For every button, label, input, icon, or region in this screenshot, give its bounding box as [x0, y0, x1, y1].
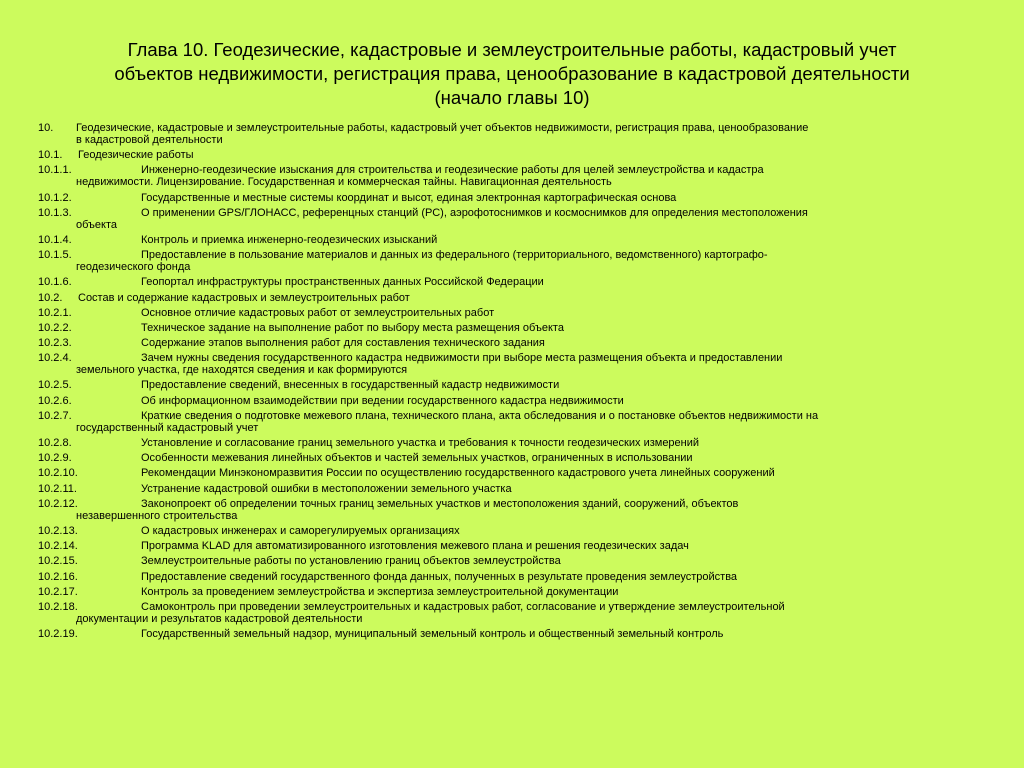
- toc-entry-number: 10.2.14.: [38, 540, 78, 553]
- toc-entry: [38, 498, 988, 522]
- toc-entry-text: незавершенного строительства: [76, 509, 238, 522]
- toc-entry-text: Устранение кадастровой ошибки в местоположении земельного участка: [141, 482, 512, 495]
- toc-entry-text: геодезического фонда: [76, 261, 191, 274]
- toc-entry: [38, 452, 988, 464]
- toc-entry-text: Самоконтроль при проведении землеустроительных и кадастровых работ, согласование и утверждение землеустроительной: [141, 600, 785, 613]
- toc-entry-text: Предоставление сведений, внесенных в государственный кадастр недвижимости: [141, 379, 560, 392]
- toc-entry: [38, 149, 988, 161]
- toc-entry-text: государственный кадастровый учет: [76, 421, 259, 434]
- title-line: Глава 10. Геодезические, кадастровые и землеустроительные работы, кадастровый учет: [127, 39, 897, 60]
- toc-entry-number: 10.2.1.: [38, 306, 72, 319]
- toc-entry-text: Особенности межевания линейных объектов и частей земельных участков, ограниченных в использовании: [141, 452, 693, 465]
- toc-entry-number: 10.2.5.: [38, 379, 72, 392]
- toc-entry-number: 10.2.12.: [38, 497, 78, 510]
- toc-entry: [38, 395, 988, 407]
- toc-entry-text: Установление и согласование границ земельного участка и требования к точности геодезических измерений: [141, 437, 700, 449]
- toc-entry-number: 10.2.6.: [38, 394, 72, 407]
- toc-entry-text: Геопортал инфраструктуры пространственных данных Российской Федерации: [141, 276, 544, 289]
- toc-entry-text: О кадастровых инженерах и саморегулируемых организациях: [141, 524, 460, 537]
- toc-entry: [38, 379, 988, 391]
- toc-entry: [38, 352, 988, 376]
- toc-entry-number: 10.2.15.: [38, 555, 78, 568]
- toc-entry-number: 10.2.9.: [38, 452, 72, 465]
- toc-entry-text: Рекомендации Минэкономразвития России по осуществлению государственного кадастрового учета линейных сооружений: [141, 467, 775, 480]
- toc-entry-text: Контроль за проведением землеустройства и экспертиза землеустроительной документации: [141, 585, 619, 598]
- toc-entry: [38, 249, 988, 273]
- toc-entry-text: О применении GPS/ГЛОНАСС, референцных станций (РС), аэрофотоснимков и космоснимков для определения местоположения: [141, 206, 808, 219]
- toc-entry-text: объекта: [76, 218, 118, 231]
- toc-entry: [38, 207, 988, 231]
- toc-entry: [38, 483, 988, 495]
- toc-entry: [38, 164, 988, 188]
- toc-entry-text: Зачем нужны сведения государственного кадастра недвижимости при выборе места размещения объекта и предоставлении: [141, 352, 783, 365]
- toc-entry-text: Об информационном взаимодействии при ведении государственного кадастра недвижимости: [141, 394, 624, 407]
- toc-entry: [38, 601, 988, 625]
- toc-entry: [38, 555, 988, 567]
- toc-entry-number: 10.1.2.: [38, 191, 72, 204]
- toc-entry-number: 10.1.3.: [38, 206, 72, 219]
- toc-entry-number: 10.: [38, 122, 54, 134]
- toc-entry-number: 10.2.18.: [38, 600, 78, 613]
- toc-entry-number: 10.2.11.: [38, 482, 77, 495]
- toc-entry-number: 10.1.: [38, 149, 63, 162]
- toc-entry-text: Государственный земельный надзор, муниципальный земельный контроль и общественный земельный контроль: [141, 628, 724, 641]
- toc-entry: [38, 571, 988, 583]
- toc-entry-text: Инженерно-геодезические изыскания для строительства и геодезические работы для целей землеустройства и кадастра: [141, 164, 764, 177]
- toc-entry: [38, 322, 988, 334]
- toc-entry: [38, 234, 988, 246]
- toc-entry-number: 10.2.16.: [38, 570, 78, 583]
- toc-entry-text: в кадастровой деятельности: [76, 134, 223, 146]
- chapter-title: [40, 38, 984, 110]
- toc-entry-text: Состав и содержание кадастровых и землеустроительных работ: [78, 291, 410, 304]
- toc-entry-number: 10.2.8.: [38, 437, 72, 449]
- toc-entry-number: 10.2.19.: [38, 628, 78, 641]
- toc-entry-text: Техническое задание на выполнение работ по выбору места размещения объекта: [141, 321, 564, 334]
- toc-entry: [38, 410, 988, 434]
- toc-entry-text: Законопроект об определении точных границ земельных участков и местоположения зданий, сооружений, объектов: [141, 497, 739, 510]
- toc-entry-number: 10.2.13.: [38, 524, 78, 537]
- toc-entry-number: 10.2.17.: [38, 585, 78, 598]
- toc-entry: [38, 628, 988, 640]
- toc-entry-text: Содержание этапов выполнения работ для составления технического задания: [141, 337, 545, 350]
- toc-entry-text: Контроль и приемка инженерно-геодезических изысканий: [141, 233, 438, 246]
- toc-entry: [38, 437, 988, 449]
- toc-entry-number: 10.2.3.: [38, 337, 72, 350]
- toc-entry-text: Геодезические, кадастровые и землеустроительные работы, кадастровый учет объектов недвижимости, регистрация права, ценообразование: [76, 122, 809, 134]
- toc-entry-number: 10.1.5.: [38, 249, 72, 262]
- toc-entry: [38, 467, 988, 479]
- toc-entry: [38, 122, 988, 146]
- title-line: объектов недвижимости, регистрация права, ценообразование в кадастровой деятельности: [114, 63, 910, 84]
- toc-entry-text: Основное отличие кадастровых работ от землеустроительных работ: [141, 306, 495, 319]
- toc-entry: [38, 540, 988, 552]
- toc-entry-text: Геодезические работы: [78, 149, 194, 162]
- toc-entry-text: Землеустроительные работы по установлению границ объектов землеустройства: [141, 555, 561, 568]
- toc-entry-number: 10.2.: [38, 291, 63, 304]
- toc-entry-number: 10.2.10.: [38, 467, 78, 480]
- toc-entry-number: 10.2.4.: [38, 352, 72, 365]
- toc-entry: [38, 276, 988, 288]
- toc-entry-number: 10.2.7.: [38, 409, 72, 422]
- toc-entry: [38, 292, 988, 304]
- toc-entry-text: земельного участка, где находятся сведения и как формируются: [76, 364, 408, 377]
- toc-entry: [38, 307, 988, 319]
- toc-entry: [38, 525, 988, 537]
- toc-entry: [38, 337, 988, 349]
- toc-entry-text: Предоставление в пользование материалов и данных из федерального (территориального, ведомственного) картографо-: [141, 249, 768, 262]
- table-of-contents: [38, 122, 988, 643]
- toc-entry-number: 10.2.2.: [38, 321, 72, 334]
- toc-entry-text: Программа KLAD для автоматизированного изготовления межевого плана и решения геодезических задач: [141, 540, 689, 553]
- title-line: (начало главы 10): [434, 87, 590, 108]
- toc-entry-text: Краткие сведения о подготовке межевого плана, технического плана, акта обследования и о постановке объектов недвижимости на: [141, 409, 819, 422]
- toc-entry-number: 10.1.6.: [38, 276, 72, 289]
- toc-entry-number: 10.1.1.: [38, 164, 72, 177]
- toc-entry-text: Предоставление сведений государственного фонда данных, полученных в результате проведения землеустройства: [141, 570, 738, 583]
- toc-entry-text: Государственные и местные системы координат и высот, единая электронная картографическая основа: [141, 191, 677, 204]
- toc-entry-text: недвижимости. Лицензирование. Государственная и коммерческая тайны. Навигационная деятельность: [76, 176, 612, 189]
- toc-entry-text: документации и результатов кадастровой деятельности: [76, 612, 363, 625]
- toc-entry-number: 10.1.4.: [38, 233, 72, 246]
- toc-entry: [38, 192, 988, 204]
- toc-entry: [38, 586, 988, 598]
